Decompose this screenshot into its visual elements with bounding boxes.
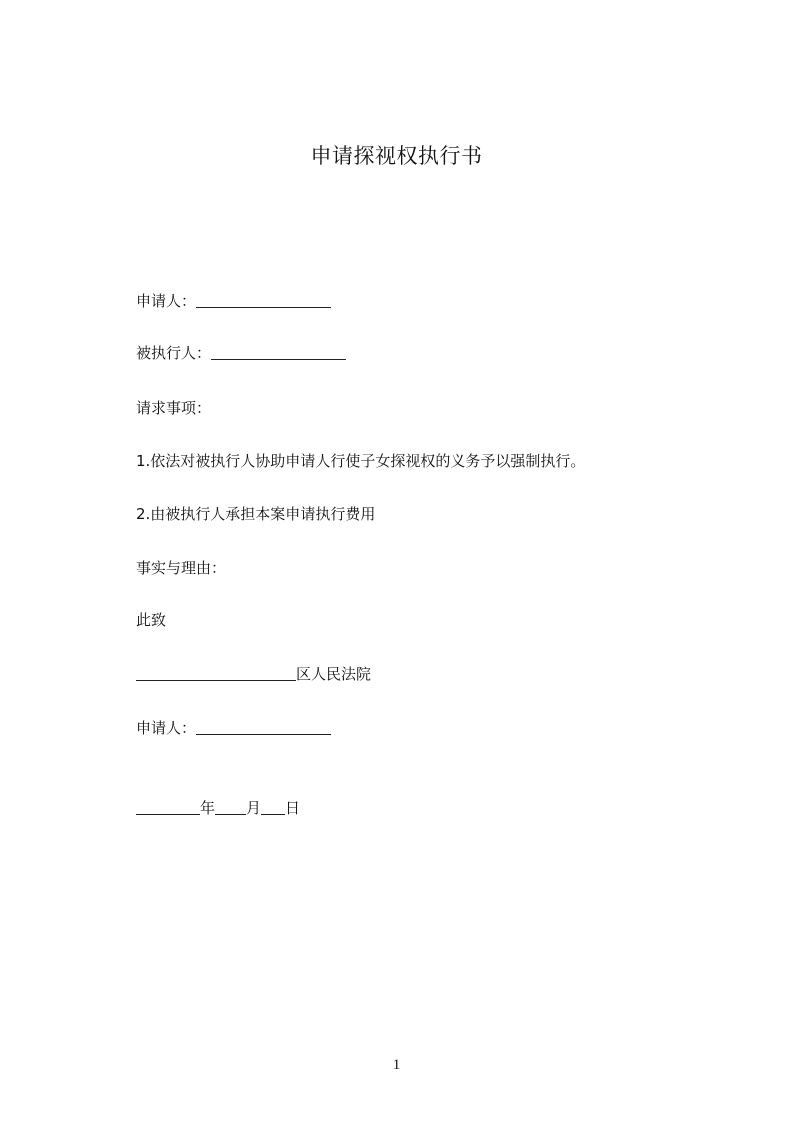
- date-month-label: 月: [246, 799, 262, 817]
- date-line: [136, 797, 300, 819]
- date-year-label: 年: [200, 799, 216, 817]
- court-blank: [136, 665, 296, 681]
- salutation: 此致: [136, 611, 167, 629]
- respondent-label: 被执行人：: [136, 344, 212, 362]
- date-day-label: 日: [285, 799, 301, 817]
- date-year-blank: [136, 799, 200, 815]
- court-suffix: 区人民法院: [296, 665, 372, 683]
- date-month-blank: [215, 799, 246, 815]
- applicant-line: [136, 290, 331, 312]
- claim-item-2: 2.由被执行人承担本案申请执行费用: [136, 505, 376, 523]
- signature-line: [136, 717, 331, 739]
- respondent-line: [136, 342, 346, 364]
- applicant-label: 申请人：: [136, 292, 197, 310]
- claim-item-1: 1.依法对被执行人协助申请人行使子女探视权的义务予以强制执行。: [136, 452, 586, 470]
- facts-heading: 事实与理由：: [136, 559, 227, 577]
- applicant-blank: [196, 292, 331, 308]
- claims-heading: 请求事项：: [136, 399, 212, 417]
- signature-blank: [196, 719, 331, 735]
- document-title: 申请探视权执行书: [310, 144, 483, 168]
- page-number: 1: [392, 1057, 401, 1073]
- signature-label: 申请人：: [136, 719, 197, 737]
- court-line: [136, 663, 371, 685]
- respondent-blank: [211, 344, 346, 360]
- date-day-blank: [261, 799, 285, 815]
